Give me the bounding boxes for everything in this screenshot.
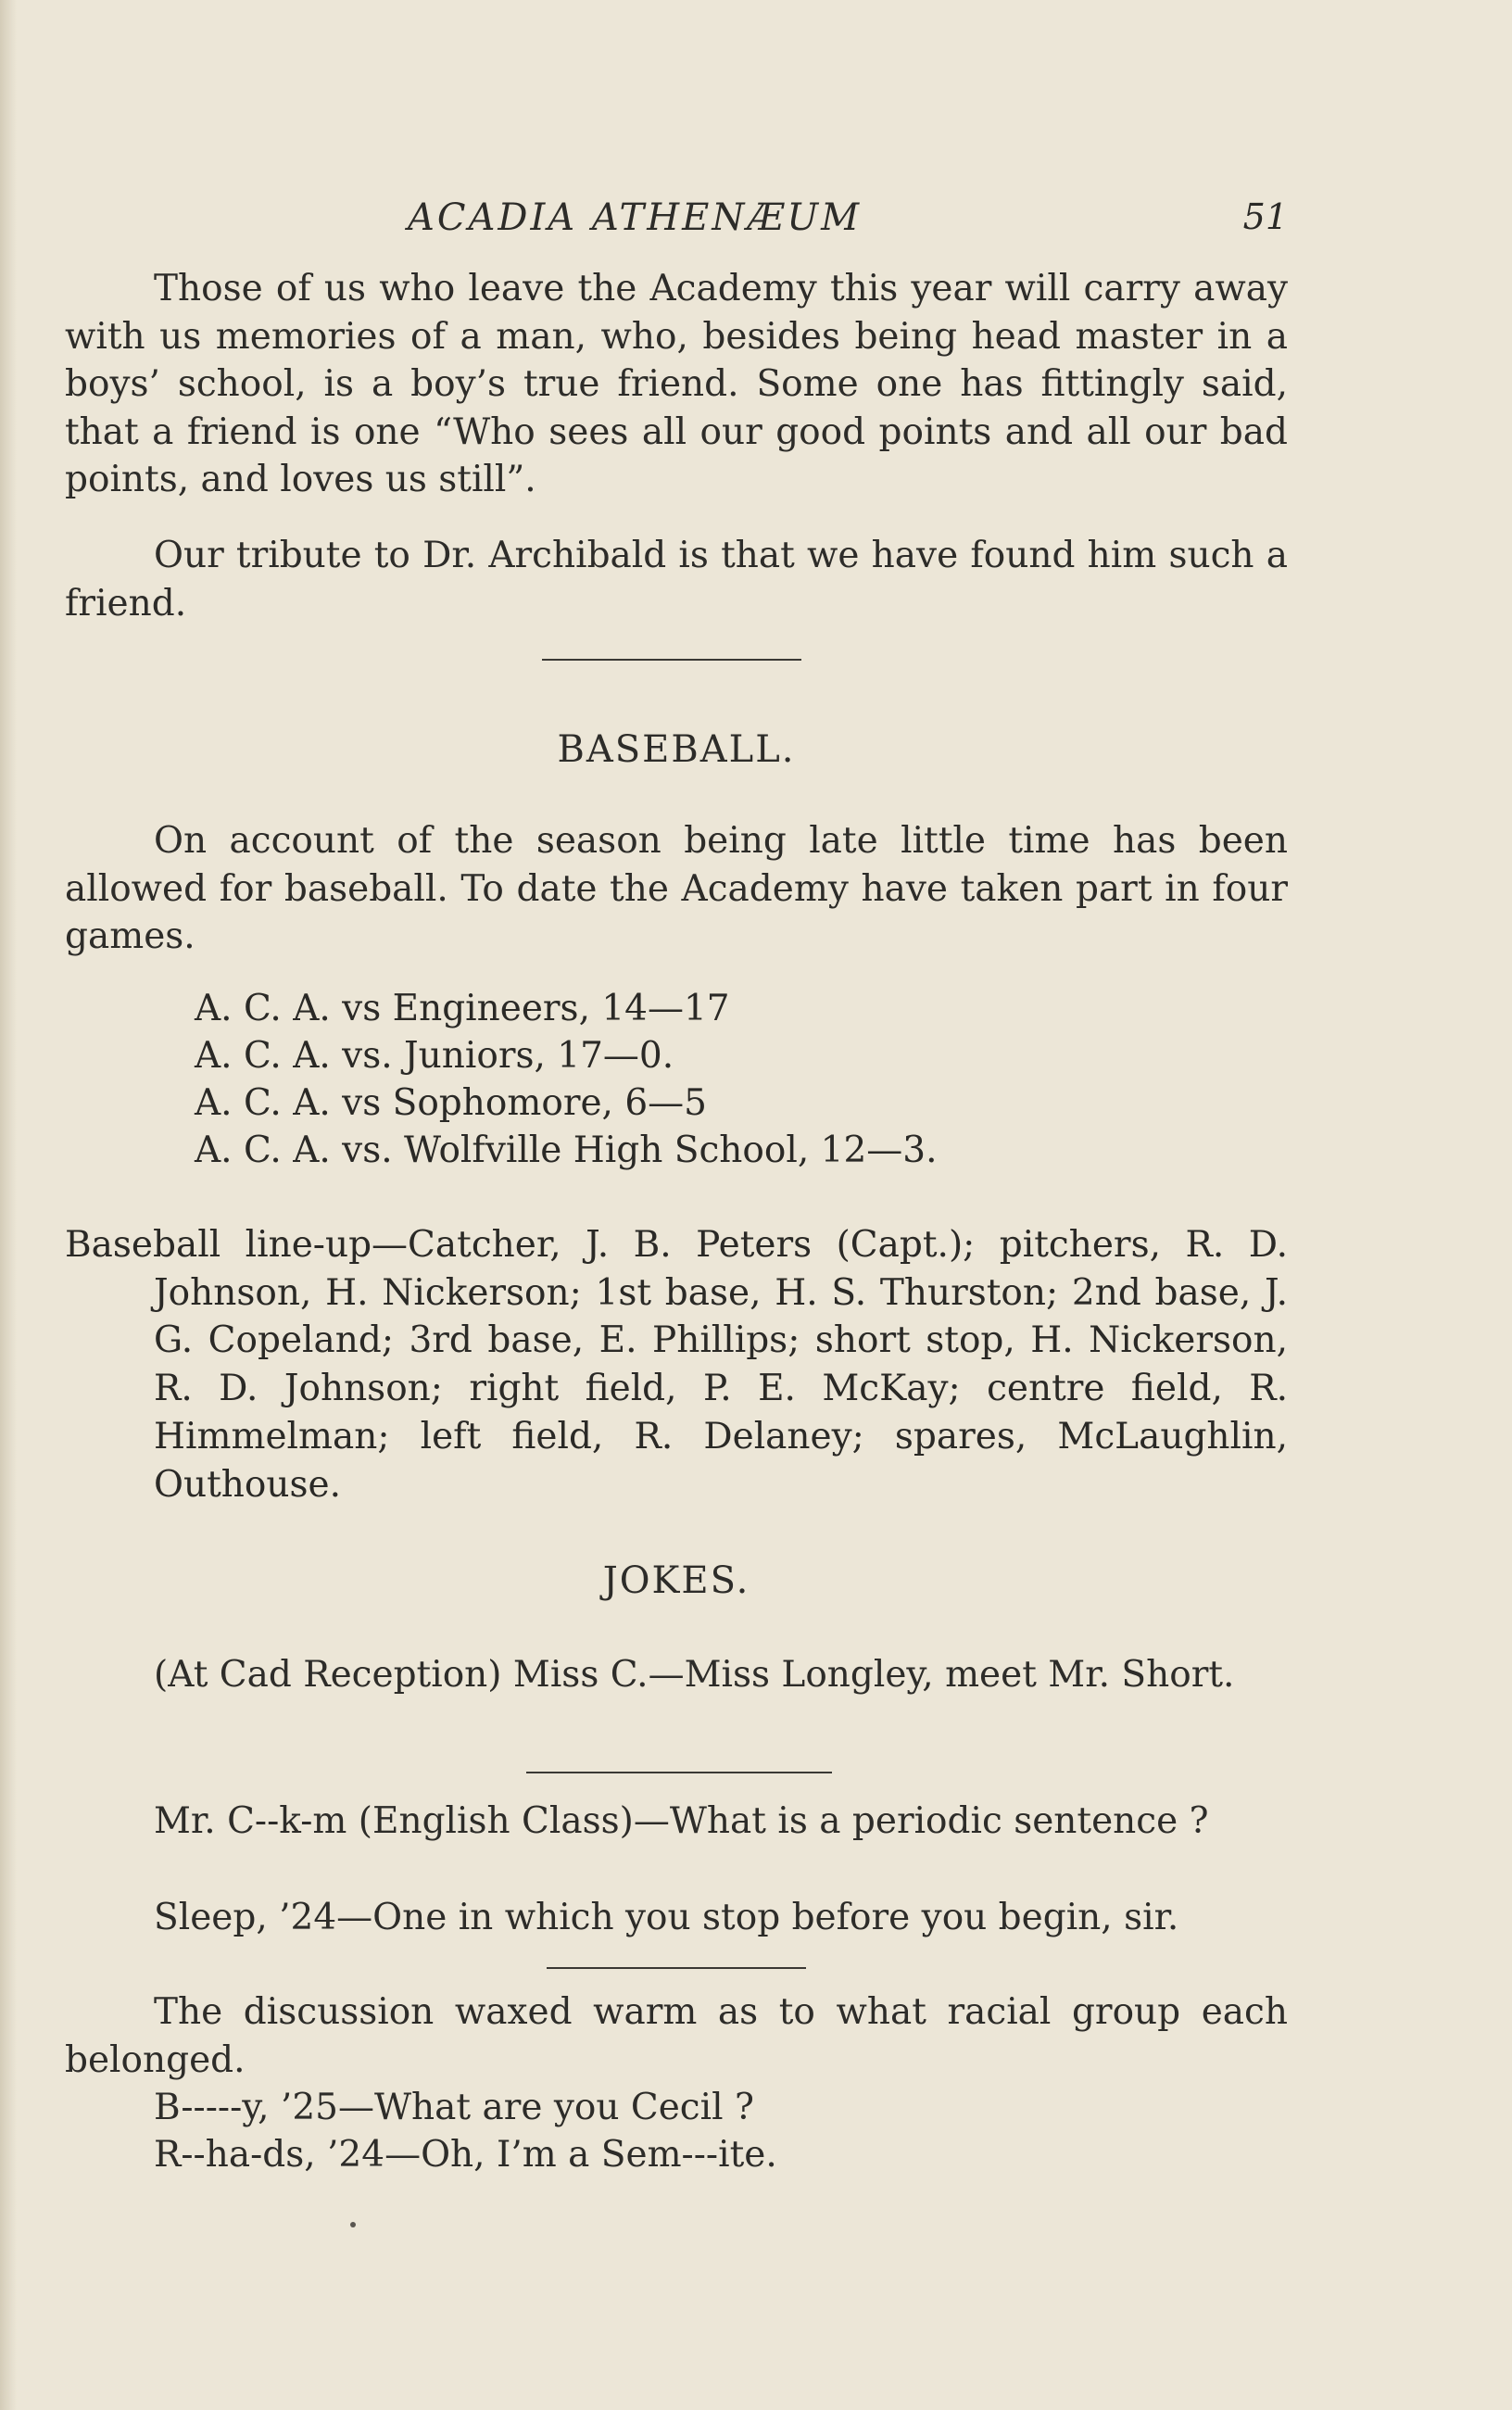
joke-english-answer: Sleep, ’24—One in which you stop before you begin, sir.: [154, 1897, 1179, 1938]
game-result: A. C. A. vs. Juniors, 17—0.: [195, 1035, 674, 1077]
tribute-paragraph: Our tribute to Dr. Archibald is that we have found him such a friend.: [65, 535, 1288, 625]
jokes-heading: JOKES.: [602, 1559, 750, 1602]
page-number: 51: [1242, 196, 1288, 237]
baseball-heading: BASEBALL.: [557, 728, 796, 771]
game-result: A. C. A. vs Engineers, 14—17: [195, 988, 730, 1029]
joke-divider: [547, 1967, 806, 1969]
page-spine-shadow: [0, 0, 17, 2410]
section-divider: [542, 659, 801, 661]
running-header: [408, 196, 1288, 248]
baseball-lineup: Baseball line-up—Catcher, J. B. Peters (Capt.); pitchers, R. D. Johnson, H. Nickerson; 1st base, H. S. Thurston; 2nd base, J. G. Copeland; 3rd base, E. Phillips; short stop, H. Nickerson, R. D. Johnson; right field, P. E. McKay; centre field, R. Himmelman; left field, R. Delaney; spares, McLaughlin, Outhouse.: [65, 1224, 1288, 1506]
joke-racial-intro: The discussion waxed warm as to what racial group each belonged.: [65, 1991, 1288, 2081]
intro-paragraph: Those of us who leave the Academy this year will carry away with us memories of a man, who, besides being head master in a boys’ school, is a boy’s true friend. Some one has fittingly said, that a friend is one “Who sees all our good points and all our bad points, and loves us still”.: [65, 268, 1288, 500]
joke-divider: [526, 1772, 832, 1773]
ink-speck: [350, 2222, 356, 2227]
baseball-intro: On account of the season being late little time has been allowed for baseball. To date the Academy have taken part in four games.: [65, 820, 1288, 957]
game-result: A. C. A. vs. Wolfville High School, 12—3.: [195, 1129, 938, 1171]
joke-racial-answer: R--ha-ds, ’24—Oh, I’m a Sem---ite.: [154, 2134, 777, 2176]
joke-racial-question: B-----y, ’25—What are you Cecil ?: [154, 2087, 754, 2128]
game-result: A. C. A. vs Sophomore, 6—5: [195, 1082, 707, 1124]
joke-reception: (At Cad Reception) Miss C.—Miss Longley, meet Mr. Short.: [154, 1654, 1235, 1696]
journal-title: ACADIA ATHENÆUM: [408, 196, 863, 239]
joke-english-question: Mr. C--k-m (English Class)—What is a periodic sentence ?: [154, 1800, 1209, 1842]
games-list: [195, 985, 1121, 1174]
